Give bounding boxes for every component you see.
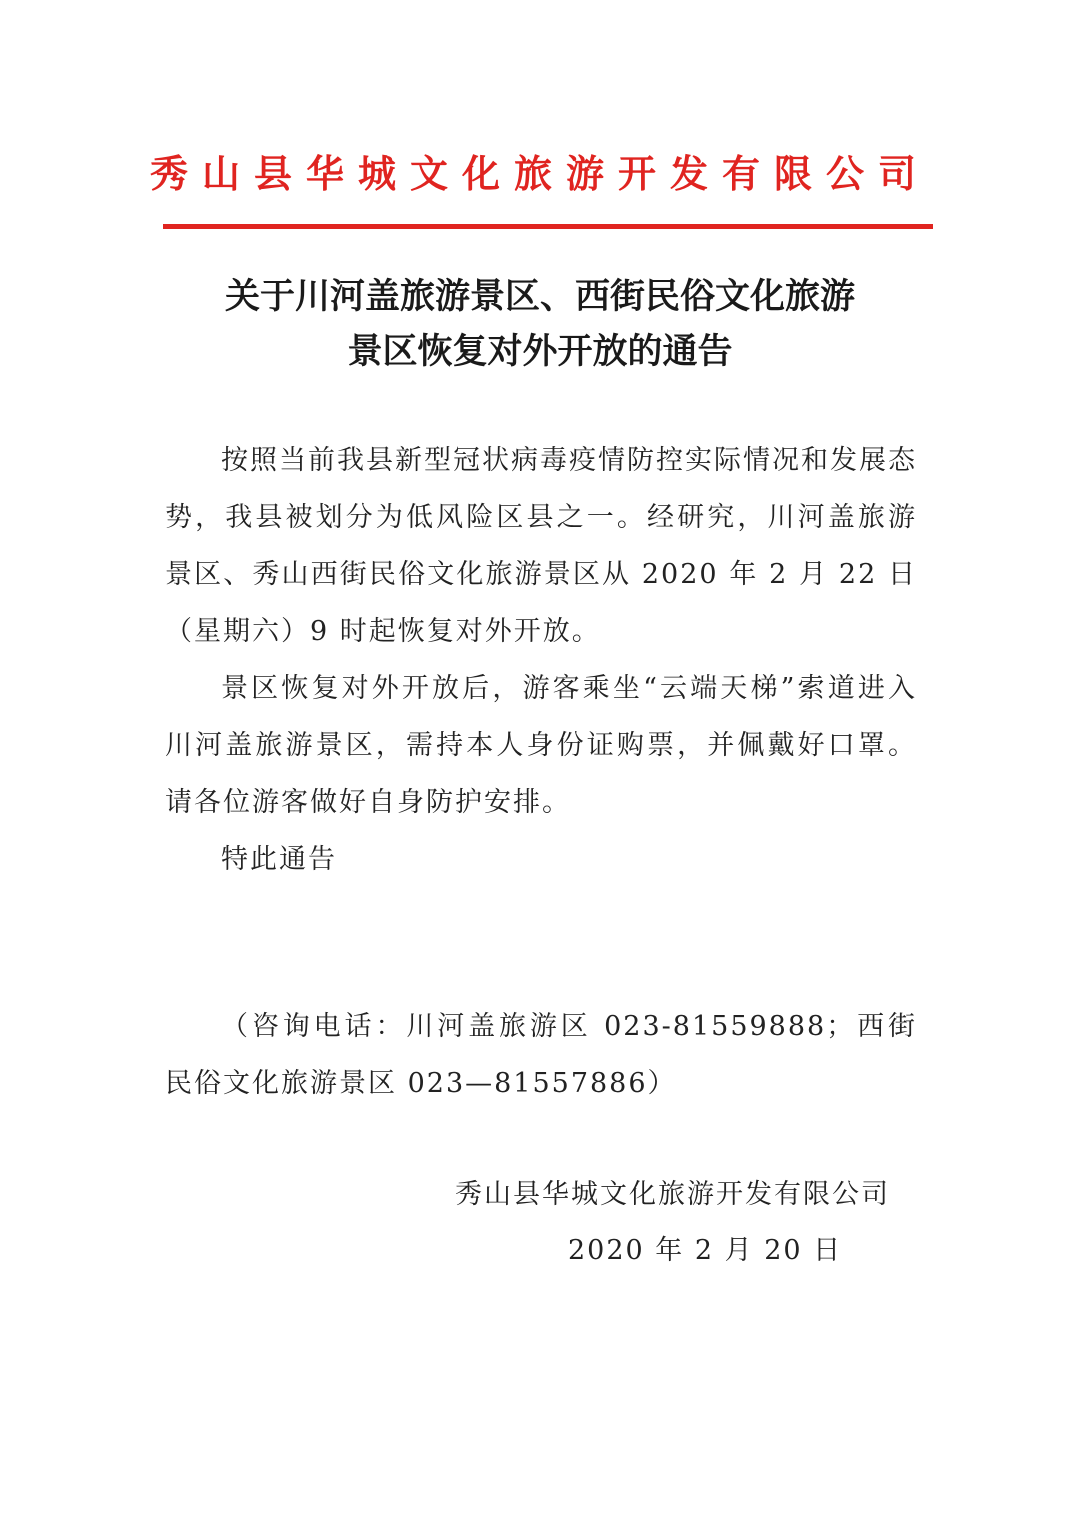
closing-line-block	[165, 831, 917, 888]
contact-info: （咨询电话：川河盖旅游区 023-81559888；西街民俗文化旅游景区 023—81557886）	[165, 1011, 917, 1099]
closing-line: 特此通告	[221, 844, 337, 875]
letterhead-company-name: 秀山县华城文化旅游开发有限公司	[149, 152, 930, 196]
document-title	[0, 270, 1080, 380]
signature-company: 秀山县华城文化旅游开发有限公司	[455, 1179, 890, 1210]
document-title-line-2: 景区恢复对外开放的通告	[347, 332, 733, 372]
contact-info-block	[165, 998, 917, 1112]
body-paragraph-2-block	[165, 660, 917, 831]
signature-date: 2020 年 2 月 20 日	[568, 1235, 843, 1266]
body-paragraph-1: 按照当前我县新型冠状病毒疫情防控实际情况和发展态势，我县被划分为低风险区县之一。经研究，川河盖旅游景区、秀山西街民俗文化旅游景区从 2020 年 2 月 22 日（星期六）9 时起恢复对外开放。	[165, 445, 917, 647]
letterhead-red-rule	[163, 224, 933, 229]
body-paragraph-2: 景区恢复对外开放后，游客乘坐“云端天梯”索道进入川河盖旅游景区，需持本人身份证购票，并佩戴好口罩。请各位游客做好自身防护安排。	[165, 673, 917, 818]
body-paragraph-1-block	[165, 432, 917, 660]
document-title-line-1: 关于川河盖旅游景区、西街民俗文化旅游	[224, 277, 855, 317]
